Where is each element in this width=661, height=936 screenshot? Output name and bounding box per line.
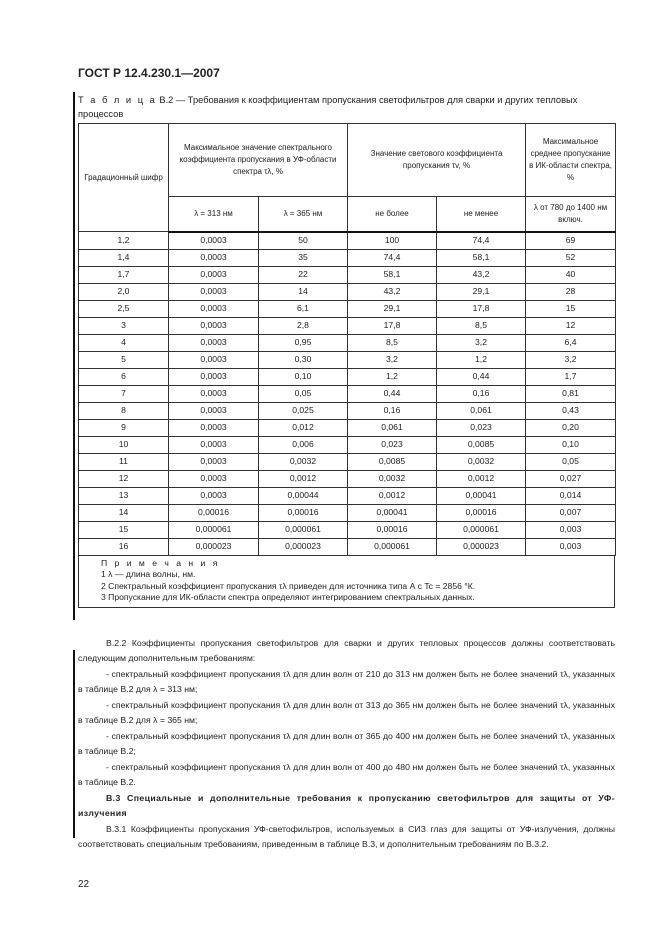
table-cell: 1,2 <box>79 232 169 250</box>
paragraph: - спектральный коэффициент пропускания τλ для длин волн от 365 до 400 нм должен быть не более значений τλ, указанных в таблице В.2; <box>78 730 615 756</box>
table-cell: 0,0003 <box>169 402 259 419</box>
table-row <box>79 504 616 521</box>
table-cell: 3 <box>79 317 169 334</box>
table-cell: 58,1 <box>437 249 526 266</box>
col-header: Максимальное значение спектрального коэффициента пропускания в УФ-области спектра τλ, % <box>169 124 348 197</box>
table-cell: 1,7 <box>526 368 616 385</box>
table-cell: 0,05 <box>526 453 616 470</box>
table-row <box>79 300 616 317</box>
table-row <box>79 351 616 368</box>
paragraph: - спектральный коэффициент пропускания τλ для длин волн от 210 до 313 нм должен быть не более значений τλ, указанных в таблице В.2 для λ = 313 нм; <box>78 668 615 694</box>
table-cell: 0,0003 <box>169 368 259 385</box>
table-cell: 0,0003 <box>169 232 259 250</box>
page-number: 22 <box>78 878 90 890</box>
table-row <box>79 283 616 300</box>
sub-header: не менее <box>437 197 526 232</box>
table-cell: 0,44 <box>348 385 437 402</box>
table-cell: 0,0003 <box>169 283 259 300</box>
table-cell: 17,8 <box>348 317 437 334</box>
table-row <box>79 436 616 453</box>
table-cell: 0,00016 <box>348 521 437 538</box>
table-row <box>79 266 616 283</box>
col-header: Максимальное среднее пропускание в ИК-области спектра, % <box>526 124 616 197</box>
table-cell: 0,00016 <box>169 504 259 521</box>
table-cell: 8,5 <box>437 317 526 334</box>
table-cell: 0,061 <box>437 402 526 419</box>
paragraph: - спектральный коэффициент пропускания τλ для длин волн от 400 до 480 нм должен быть не более значений τλ, указанных в таблице В.2. <box>78 761 615 787</box>
table-cell: 0,0032 <box>259 453 348 470</box>
table-caption <box>78 93 615 121</box>
table-cell: 0,16 <box>437 385 526 402</box>
table-cell: 0,012 <box>259 419 348 436</box>
table-row <box>79 334 616 351</box>
table-cell: 29,1 <box>437 283 526 300</box>
table-cell: 0,0003 <box>169 419 259 436</box>
caption-label: Т а б л и ц а <box>78 95 157 105</box>
paragraph: - спектральный коэффициент пропускания τλ для длин волн от 313 до 365 нм должен быть не более значений τλ, указанных в таблице В.2 для λ = 365 нм; <box>78 699 615 725</box>
table-cell: 0,000061 <box>437 521 526 538</box>
table-cell: 0,0003 <box>169 266 259 283</box>
table-cell: 16 <box>79 538 169 555</box>
table-cell: 0,000023 <box>169 538 259 555</box>
table-cell: 0,0003 <box>169 249 259 266</box>
table-cell: 1,2 <box>437 351 526 368</box>
table-cell: 0,00044 <box>259 487 348 504</box>
table-cell: 1,2 <box>348 368 437 385</box>
table-cell: 14 <box>79 504 169 521</box>
table-cell: 0,061 <box>348 419 437 436</box>
table-cell: 0,0032 <box>348 470 437 487</box>
table-cell: 0,023 <box>437 419 526 436</box>
table-cell: 0,05 <box>259 385 348 402</box>
table-row <box>79 368 616 385</box>
table-cell: 0,43 <box>526 402 616 419</box>
table-cell: 0,0003 <box>169 453 259 470</box>
table-cell: 0,000023 <box>259 538 348 555</box>
table-cell: 0,00016 <box>259 504 348 521</box>
table-cell: 0,003 <box>526 521 616 538</box>
table-cell: 43,2 <box>437 266 526 283</box>
table-cell: 0,025 <box>259 402 348 419</box>
table-cell: 40 <box>526 266 616 283</box>
table-cell: 12 <box>79 470 169 487</box>
table-cell: 0,014 <box>526 487 616 504</box>
table-row <box>79 453 616 470</box>
table-cell: 0,0012 <box>348 487 437 504</box>
table-cell: 29,1 <box>348 300 437 317</box>
table-cell: 0,000061 <box>169 521 259 538</box>
table-cell: 69 <box>526 232 616 250</box>
caption-text: В.2 — Требования к коэффициентам пропускания светофильтров для сварки и других тепловых процессов <box>78 95 578 119</box>
table-cell: 2,5 <box>79 300 169 317</box>
table-cell: 0,0003 <box>169 317 259 334</box>
table-cell: 0,0085 <box>437 436 526 453</box>
table-row <box>79 385 616 402</box>
paragraph: В.3.1 Коэффициенты пропускания УФ-светофильтров, используемых в СИЗ глаз для защиты от УФ-излучения, должны соответствовать специальным требованиям, приведенным в таблице В.3, и дополнительным требованиям по В.3.2. <box>78 823 615 849</box>
table-cell: 13 <box>79 487 169 504</box>
table-cell: 0,023 <box>348 436 437 453</box>
table-cell: 3,2 <box>437 334 526 351</box>
note-item: 2 Спектральный коэффициент пропускания τλ приведен для источника типа А с Tc = 2856 °К. <box>101 580 476 591</box>
table-cell: 58,1 <box>348 266 437 283</box>
note-item: 1 λ — длина волны, нм. <box>101 569 196 579</box>
table-cell: 0,027 <box>526 470 616 487</box>
col-header: Градационный шифр <box>79 124 169 232</box>
table-row <box>79 538 616 555</box>
table-cell: 6,1 <box>259 300 348 317</box>
table-cell: 43,2 <box>348 283 437 300</box>
table-cell: 14 <box>259 283 348 300</box>
table-cell: 0,00041 <box>437 487 526 504</box>
table-cell: 74,4 <box>437 232 526 250</box>
table-cell: 0,10 <box>526 436 616 453</box>
table-cell: 0,44 <box>437 368 526 385</box>
table-cell: 0,81 <box>526 385 616 402</box>
table-row <box>79 317 616 334</box>
table-cell: 0,95 <box>259 334 348 351</box>
table-cell: 0,0003 <box>169 334 259 351</box>
table-cell: 1,4 <box>79 249 169 266</box>
table-cell: 12 <box>526 317 616 334</box>
sub-header: λ = 313 нм <box>169 197 259 232</box>
table-row <box>79 521 616 538</box>
table-row <box>79 487 616 504</box>
table-cell: 0,0003 <box>169 470 259 487</box>
document-header: ГОСТ Р 12.4.230.1—2007 <box>78 66 220 80</box>
table-cell: 0,00016 <box>437 504 526 521</box>
table-notes <box>78 556 615 608</box>
table-cell: 0,0032 <box>437 453 526 470</box>
table-cell: 0,0003 <box>169 487 259 504</box>
table-cell: 1,7 <box>79 266 169 283</box>
sub-header: λ = 365 нм <box>259 197 348 232</box>
table-row <box>79 249 616 266</box>
table-cell: 11 <box>79 453 169 470</box>
table-cell: 28 <box>526 283 616 300</box>
table-cell: 9 <box>79 419 169 436</box>
table-row <box>79 419 616 436</box>
table-cell: 6,4 <box>526 334 616 351</box>
table-cell: 15 <box>526 300 616 317</box>
table-cell: 0,0003 <box>169 385 259 402</box>
table-cell: 0,0003 <box>169 351 259 368</box>
table-cell: 0,0012 <box>437 470 526 487</box>
body-text <box>78 636 615 853</box>
table-cell: 100 <box>348 232 437 250</box>
table-cell: 15 <box>79 521 169 538</box>
table-cell: 10 <box>79 436 169 453</box>
table-row <box>79 232 616 250</box>
table-cell: 52 <box>526 249 616 266</box>
sub-header: λ от 780 до 1400 нм включ. <box>526 197 616 232</box>
table-cell: 3,2 <box>526 351 616 368</box>
table-cell: 0,007 <box>526 504 616 521</box>
table-cell: 2,8 <box>259 317 348 334</box>
section-heading: В.3 Специальные и дополнительные требования к пропусканию светофильтров для защиты от УФ-излучения <box>78 792 615 818</box>
table-cell: 8,5 <box>348 334 437 351</box>
table-cell: 0,10 <box>259 368 348 385</box>
table-cell: 0,003 <box>526 538 616 555</box>
table-cell: 0,16 <box>348 402 437 419</box>
table-cell: 0,0003 <box>169 436 259 453</box>
table-cell: 0,0012 <box>259 470 348 487</box>
table-cell: 6 <box>79 368 169 385</box>
col-header: Значение светового коэффициента пропускания τv, % <box>348 124 526 197</box>
table-cell: 3,2 <box>348 351 437 368</box>
transmittance-table <box>78 123 616 556</box>
table-cell: 0,20 <box>526 419 616 436</box>
table-cell: 0,006 <box>259 436 348 453</box>
sub-header: не более <box>348 197 437 232</box>
table-cell: 0,00041 <box>348 504 437 521</box>
paragraph: В.2.2 Коэффициенты пропускания светофильтров для сварки и других тепловых процессов должны соответствовать следующим дополнительным требованиям: <box>78 637 615 663</box>
table-cell: 74,4 <box>348 249 437 266</box>
change-bar <box>73 650 75 838</box>
table-cell: 35 <box>259 249 348 266</box>
table-cell: 22 <box>259 266 348 283</box>
content-flow <box>78 93 615 890</box>
notes-title: П р и м е ч а н и я <box>101 557 220 568</box>
table-cell: 8 <box>79 402 169 419</box>
table-cell: 0,000061 <box>348 538 437 555</box>
table-cell: 0,30 <box>259 351 348 368</box>
table-cell: 5 <box>79 351 169 368</box>
change-bar <box>73 92 75 620</box>
table-cell: 7 <box>79 385 169 402</box>
table-cell: 4 <box>79 334 169 351</box>
table-cell: 17,8 <box>437 300 526 317</box>
table-cell: 0,000061 <box>259 521 348 538</box>
table-cell: 0,0085 <box>348 453 437 470</box>
table-cell: 50 <box>259 232 348 250</box>
table-cell: 0,0003 <box>169 300 259 317</box>
table-row <box>79 402 616 419</box>
note-item: 3 Пропускание для ИК-области спектра определяют интегрированием спектральных данных. <box>101 592 475 602</box>
table-cell: 2,0 <box>79 283 169 300</box>
table-row <box>79 470 616 487</box>
table-cell: 0,000023 <box>437 538 526 555</box>
